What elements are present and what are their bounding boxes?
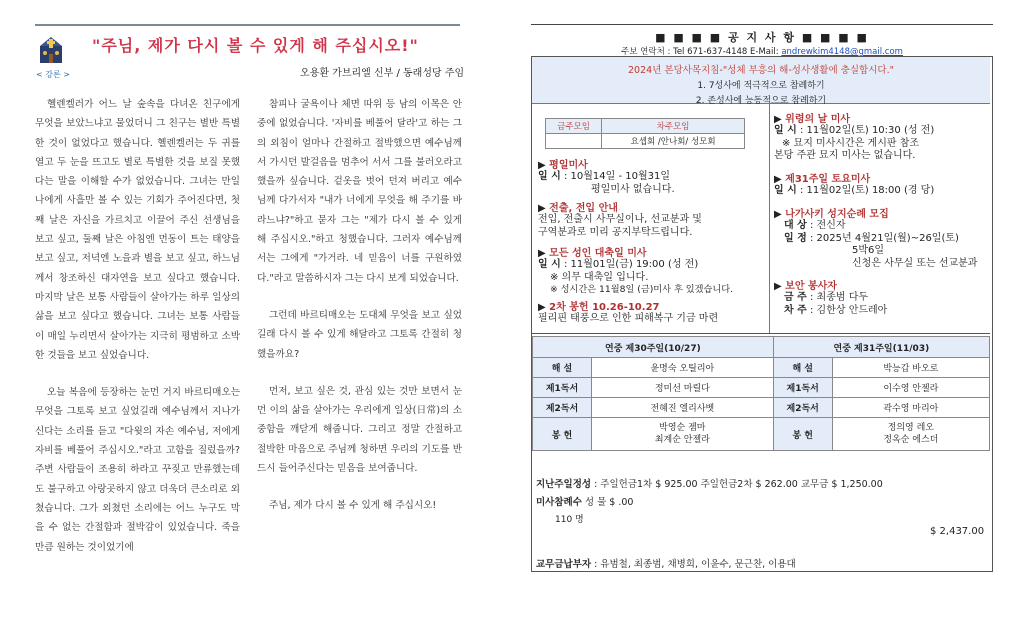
duty-cell: 전혜진 엘리사벳 (592, 398, 774, 418)
notice-header: ■ ■ ■ ■ 공 지 사 항 ■ ■ ■ ■ (655, 31, 869, 44)
paragraph: 그런데 바르티매오는 도대체 무엇을 보고 싶었길래 다시 볼 수 있게 해달라고 그토록 간절히 청했을까요? (257, 309, 462, 360)
section-line: 일 시 : 11월02일(토) 10:30 (성 전) (774, 125, 935, 136)
notice-section (538, 298, 766, 326)
section-line: 대 상 : 전신자 (784, 220, 846, 231)
email-link[interactable]: andrewkim4148@gmail.com (781, 47, 903, 57)
duty-cell: 정미선 마릴다 (592, 378, 774, 398)
section-line: 본당 주관 묘지 미사는 없습니다. (774, 150, 916, 161)
notice-section (774, 110, 989, 163)
duty-label: 봉 헌 (533, 418, 592, 451)
week-header: 연중 제30주일(10/27) (533, 337, 774, 358)
section-line: 5박6일 (852, 245, 885, 256)
meeting-cell: 요셉회 /안나회/ 성모회 (602, 134, 745, 149)
section-line: 평일미사 없습니다. (591, 183, 675, 195)
paragraph: 오늘 복음에 등장하는 눈먼 거지 바르티매오는 무엇을 그토록 보고 싶었길래 예수님께서 지나가신다는 소리를 듣고 "다윗의 자손 예수님, 저에게 자비를 베풀어 주십시오."라고 고함을 질렀을까? 주변 사람들이 조용히 하라고 꾸짖고 만류했는데도 불구하고 아랑곳하지 않고 더욱더 큰소리로 외쳤습니다. 그가 외쳤던 소리에는 어느 누구도 막을 수 없는 간절함과 절박감이 있었습니다. 죽을 만큼 원하는 것이었기에 (35, 387, 240, 553)
duty-table (532, 336, 990, 451)
notice-top-rule (531, 24, 993, 25)
section-title: ▶ 전출, 전입 안내 (538, 203, 618, 214)
section-title: ▶ 모든 성인 대축일 미사 (538, 248, 647, 259)
notice-section (538, 156, 766, 196)
section-title: ▶ 2차 봉헌 10.26-10.27 (538, 302, 660, 313)
paragraph: 헬렌켈러가 어느 날 숲속을 다녀온 친구에게 무엇을 보았느냐고 물었더니 그 친구는 별반 특별한 것이 없었다고 했습니다. 헬렌켈러는 두 귀를 열고 두 눈을 뜨고도 별로 특별한 것을 보질 못했다는 말을 이해할 수가 없었습니다. 그녀는 만일 나에게 사흘만 볼 수 있는 기회가 주어진다면, 첫째 날은 자신을 가르치고 이끌어 주신 선생님을 보고 싶고, 둘째 날은 아침엔 먼동이 트는 태양을 보고 싶고, 저녁엔 노을과 별을 보고 싶고, 하느님께서 창조하신 대자연을 보고 싶다고 했습니다. 마지막 날은 보통 사람들이 살아가는 하루 일상의 삶을 보고 싶다고 했습니다. 그녀는 보통 사람들이 매일 누리면서 살아가는 지극히 평범하고 소박한 것들을 보고 싶었습니다. (35, 99, 240, 361)
section-line: 일 시 : 11월01일(금) 19:00 (성 전) (538, 259, 699, 270)
section-line: ※ 묘지 미사시간은 게시판 참조 (782, 137, 920, 149)
section-line: 금 주 : 최종범 다두 (784, 292, 869, 303)
duty-label: 제1독서 (773, 378, 832, 398)
offering-line: 지난주일정성 : 주일헌금1차 $ 925.00 주일헌금2차 $ 262.00 교무금 $ 1,250.00 (536, 479, 883, 490)
section-line: 전입, 전출시 사무실이나, 선교분과 및 (538, 214, 702, 225)
meeting-header: 금주모임 (546, 119, 602, 134)
policy-title: 2024년 본당사목지침-"성체 부흥의 해-성사생활에 충실합시다." (628, 65, 894, 76)
notice-section (538, 199, 766, 239)
duty-label: 제2독서 (533, 398, 592, 418)
paragraph: 참피나 굴욕이나 체면 따위 등 남의 이목은 안중에 없었습니다. '자비를 베풀어 달라'고 하는 그의 외침이 얼마나 간절하고 절박했으면 예수님께서 가시던 발걸음을 멈추어 서서 그를 불러오라고 했을까 싶습니다. 겉옷을 벗어 던져 버리고 예수님께 다가서자 "내가 너에게 무엇을 해 주기를 바라느냐?"하고 묻자 그는 "제가 다시 볼 수 있게 해 주십시오."하고 청했습니다. 그러자 예수님께서는 그에게 "가거라. 네 믿음이 너를 구원하였다."라고 말씀하시자 그는 다시 보게 되었습니다. (257, 99, 462, 284)
section-title: ▶ 제31주일 토요미사 (774, 174, 871, 185)
section-line: 일 정 : 2025년 4월21일(월)~26일(토) (784, 232, 959, 244)
paragraph: 주님, 제가 다시 볼 수 있게 해 주십시오! (269, 500, 437, 512)
attendance-count: 110 명 (555, 515, 584, 525)
notice-section (774, 170, 989, 198)
sermon-title: "주님, 제가 다시 볼 수 있게 해 주십시오!" (92, 36, 419, 55)
policy-box (532, 57, 990, 104)
duty-cell: 박능갑 바오로 (832, 358, 989, 378)
meeting-table (545, 118, 745, 149)
section-title: ▶ 나가사키 성지순례 모집 (774, 209, 889, 220)
sermon-column-2 (257, 95, 462, 534)
notice-section (774, 277, 989, 317)
payers-line: 교무금납부자 : 유범철, 최종범, 채병희, 이윤수, 문근찬, 이용대 (536, 559, 796, 570)
meeting-header: 차주모임 (602, 119, 745, 134)
policy-line: 1. 7성사에 적극적으로 참례하기 (697, 81, 825, 91)
duty-label: 봉 헌 (773, 418, 832, 451)
duty-cell: 윤명숙 오틸리아 (592, 358, 774, 378)
paragraph: 먼저, 보고 싶은 것, 관심 있는 것만 보면서 눈먼 이의 삶을 살아가는 우리에게 일상(日常)의 소중함을 깨닫게 해줍니다. 그리고 정말 간절하고 절박한 마음으로 주님께 청하면 우리의 기도를 반드시 들어주신다는 믿음을 보여줍니다. (257, 385, 462, 475)
church-icon (38, 36, 64, 64)
top-rule (35, 24, 460, 26)
duty-label: 해 설 (533, 358, 592, 378)
week-header: 연중 제31주일(11/03) (773, 337, 989, 358)
section-title: ▶ 평일미사 (538, 160, 588, 171)
sermon-column-1 (35, 95, 240, 575)
duty-cell: 정의영 레오 정옥순 에스더 (832, 418, 989, 451)
meeting-cell (546, 134, 602, 149)
section-title: ▶ 보안 봉사자 (774, 281, 837, 292)
section-divider (532, 333, 990, 334)
section-line: ※ 성시간은 11월8일 (금)미사 후 있겠습니다. (550, 284, 734, 295)
duty-label: 제1독서 (533, 378, 592, 398)
duty-cell: 이수영 안젤라 (832, 378, 989, 398)
duty-label: 제2독서 (773, 398, 832, 418)
contact-label: 주보 연락처 : Tel 671-637-4148 E-Mail: (621, 47, 782, 57)
offering-total: $ 2,437.00 (930, 526, 985, 537)
policy-line: 2. 존성사에 능동적으로 참례하기 (695, 96, 827, 106)
section-line: 차 주 : 김한상 안드레아 (784, 304, 888, 316)
notice-section (774, 205, 989, 270)
section-line: 필리핀 태풍으로 인한 피해복구 기금 마련 (538, 313, 719, 324)
notice-section (538, 244, 766, 297)
duty-cell: 곽수영 마리아 (832, 398, 989, 418)
section-line: 일 시 : 11월02일(토) 18:00 (경 당) (774, 185, 935, 196)
section-line: 신청은 사무실 또는 선교분과 (852, 257, 978, 269)
sermon-author: 오용환 가브리엘 신부 / 동래성당 주임 (300, 68, 465, 79)
section-line: 구역분과로 미리 공지부탁드립니다. (538, 226, 693, 238)
section-line: ※ 의무 대축일 입니다. (550, 271, 649, 283)
duty-cell: 박영순 젬마 최계순 안젤라 (592, 418, 774, 451)
duty-label: 해 설 (773, 358, 832, 378)
column-divider (769, 103, 770, 333)
attendance-line: 미사참례수 성 물 $ .00 (536, 497, 634, 508)
sermon-tag: < 강론 > (36, 70, 70, 79)
section-line: 일 시 : 10월14일 - 10월31일 (538, 171, 671, 182)
section-title: ▶ 위령의 날 미사 (774, 114, 851, 125)
